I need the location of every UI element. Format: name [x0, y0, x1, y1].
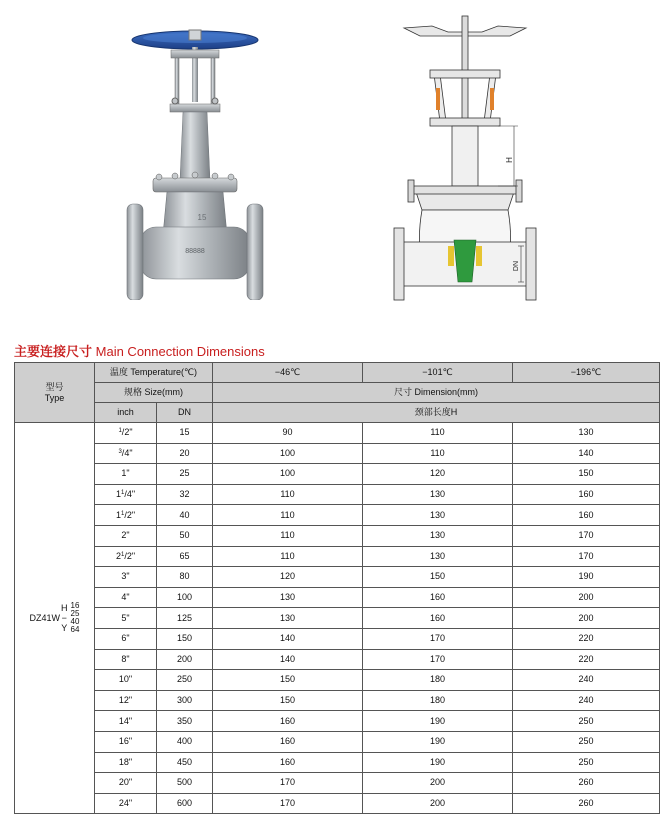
dn-cell: 600	[157, 793, 213, 814]
inch-mark: "	[131, 509, 136, 520]
table-row	[15, 423, 660, 444]
table-row	[15, 752, 660, 773]
dn-cell: 250	[157, 670, 213, 691]
h-cell-minus46: 130	[213, 587, 363, 608]
section-title-en: Main Connection Dimensions	[95, 344, 265, 359]
dn-cell: 125	[157, 608, 213, 629]
h-cell-minus46: 160	[213, 752, 363, 773]
inch-mark: "	[126, 633, 130, 644]
h-cell-minus196: 250	[513, 711, 660, 732]
table-row	[15, 731, 660, 752]
table-row	[15, 587, 660, 608]
inch-mark: "	[131, 550, 136, 561]
h-cell-minus196: 220	[513, 649, 660, 670]
h-cell-minus196: 220	[513, 628, 660, 649]
header-row-size	[15, 383, 660, 403]
table-row	[15, 773, 660, 794]
inch-mark: "	[128, 756, 133, 767]
inch-numerator: 3	[118, 448, 122, 455]
h-cell-minus101: 170	[363, 628, 513, 649]
inch-whole: 8	[121, 653, 127, 664]
inch-cell	[95, 505, 157, 526]
model-pressure: 16	[70, 601, 80, 611]
inch-whole: 14	[118, 715, 129, 726]
table-row	[15, 525, 660, 546]
inch-mark: "	[128, 736, 133, 747]
dn-cell: 500	[157, 773, 213, 794]
inch-cell	[95, 608, 157, 629]
inch-cell	[95, 423, 157, 444]
dimensions-table	[14, 362, 660, 814]
h-cell-minus196: 200	[513, 587, 660, 608]
model-prefix: DZ41W	[29, 612, 61, 623]
h-cell-minus46: 110	[213, 525, 363, 546]
temperature-header: 温度 Temperature(℃)	[95, 363, 213, 383]
h-cell-minus101: 200	[363, 773, 513, 794]
inch-numerator: 1	[118, 428, 122, 435]
h-cell-minus101: 170	[363, 649, 513, 670]
inch-whole: 1	[121, 468, 127, 479]
inch-mark: "	[128, 715, 133, 726]
h-cell-minus46: 130	[213, 608, 363, 629]
model-designation	[30, 602, 80, 634]
dn-cell: 300	[157, 690, 213, 711]
inch-whole: 4	[121, 592, 127, 603]
h-cell-minus101: 130	[363, 525, 513, 546]
type-header	[15, 363, 95, 423]
h-cell-minus196: 130	[513, 423, 660, 444]
h-cell-minus101: 160	[363, 608, 513, 629]
table-row	[15, 628, 660, 649]
bonnet-marking: 15	[197, 213, 207, 222]
h-cell-minus46: 90	[213, 423, 363, 444]
inch-whole: 2	[115, 550, 121, 561]
model-variant: H	[61, 603, 68, 614]
h-cell-minus46: 170	[213, 773, 363, 794]
h-cell-minus196: 260	[513, 773, 660, 794]
dim-dn-label: DN	[513, 260, 520, 272]
inch-cell	[95, 670, 157, 691]
h-cell-minus101: 200	[363, 793, 513, 814]
inch-whole: 1	[115, 489, 121, 500]
inch-whole: 5	[121, 612, 127, 623]
table-row	[15, 690, 660, 711]
h-cell-minus46: 100	[213, 443, 363, 464]
inch-cell	[95, 731, 157, 752]
section-title-cn: 主要连接尺寸	[14, 344, 93, 359]
inch-cell	[95, 587, 157, 608]
h-cell-minus196: 160	[513, 505, 660, 526]
h-cell-minus196: 150	[513, 464, 660, 485]
inch-denominator: 2	[124, 427, 130, 438]
inch-mark: "	[126, 612, 130, 623]
model-pressure: 25	[70, 609, 80, 619]
section-title	[14, 341, 265, 360]
h-cell-minus46: 140	[213, 628, 363, 649]
h-cell-minus196: 240	[513, 670, 660, 691]
h-cell-minus101: 150	[363, 567, 513, 588]
table-row	[15, 484, 660, 505]
table-row	[15, 567, 660, 588]
h-cell-minus196: 160	[513, 484, 660, 505]
h-cell-minus46: 140	[213, 649, 363, 670]
h-cell-minus46: 100	[213, 464, 363, 485]
table-row	[15, 649, 660, 670]
h-cell-minus101: 110	[363, 423, 513, 444]
inch-cell	[95, 773, 157, 794]
h-cell-minus101: 130	[363, 505, 513, 526]
h-cell-minus46: 170	[213, 793, 363, 814]
inch-numerator: 1	[120, 490, 125, 497]
table-row	[15, 670, 660, 691]
h-cell-minus101: 180	[363, 670, 513, 691]
inch-mark: "	[128, 674, 133, 685]
inch-cell	[95, 628, 157, 649]
table-row	[15, 505, 660, 526]
inch-mark: "	[128, 695, 133, 706]
dn-cell: 150	[157, 628, 213, 649]
h-cell-minus101: 160	[363, 587, 513, 608]
h-cell-minus101: 130	[363, 484, 513, 505]
inch-denominator: 4	[126, 489, 132, 500]
body-marking: 88888	[185, 248, 205, 255]
dn-cell: 25	[157, 464, 213, 485]
h-cell-minus46: 110	[213, 484, 363, 505]
temp-header-101: −101℃	[363, 363, 513, 383]
h-cell-minus46: 150	[213, 690, 363, 711]
neck-length-header: 颈部长度H	[213, 403, 660, 423]
table-row	[15, 793, 660, 814]
h-cell-minus101: 120	[363, 464, 513, 485]
header-row-temperature	[15, 363, 660, 383]
h-cell-minus196: 260	[513, 793, 660, 814]
temp-header-46: −46℃	[213, 363, 363, 383]
inch-cell	[95, 649, 157, 670]
dim-h-label: H	[505, 157, 514, 163]
dn-cell: 100	[157, 587, 213, 608]
table-row	[15, 443, 660, 464]
inch-mark: "	[128, 777, 133, 788]
h-cell-minus46: 160	[213, 731, 363, 752]
dn-cell: 65	[157, 546, 213, 567]
inch-mark: "	[126, 592, 130, 603]
inch-cell	[95, 484, 157, 505]
dn-cell: 32	[157, 484, 213, 505]
inch-cell	[95, 711, 157, 732]
model-pressure: 64	[70, 625, 80, 635]
inch-denominator: 2	[126, 550, 132, 561]
inch-denominator: 2	[126, 509, 132, 520]
table-row	[15, 711, 660, 732]
h-cell-minus196: 170	[513, 525, 660, 546]
inch-mark: "	[129, 447, 133, 458]
inch-slash: /	[124, 509, 127, 520]
inch-cell	[95, 690, 157, 711]
table-row	[15, 608, 660, 629]
table-row	[15, 546, 660, 567]
model-variant-stack	[61, 603, 68, 633]
inch-whole: 6	[121, 633, 127, 644]
model-pressure: 40	[70, 617, 80, 627]
inch-whole: 16	[118, 736, 129, 747]
h-cell-minus46: 160	[213, 711, 363, 732]
inch-whole: 12	[118, 695, 129, 706]
model-cell	[15, 423, 95, 814]
dn-cell: 20	[157, 443, 213, 464]
inch-whole: 3	[121, 571, 127, 582]
inch-whole: 10	[118, 674, 129, 685]
inch-mark: "	[126, 468, 130, 479]
type-label-en: Type	[44, 392, 65, 403]
inch-numerator: 1	[120, 551, 125, 558]
h-cell-minus101: 130	[363, 546, 513, 567]
header-row-units	[15, 403, 660, 423]
h-cell-minus101: 190	[363, 731, 513, 752]
inch-cell	[95, 752, 157, 773]
inch-slash: /	[124, 550, 127, 561]
h-cell-minus46: 150	[213, 670, 363, 691]
dn-column-header: DN	[157, 403, 213, 423]
inch-mark: "	[129, 427, 133, 438]
inch-whole: 24	[118, 797, 129, 808]
h-cell-minus196: 190	[513, 567, 660, 588]
dn-cell: 350	[157, 711, 213, 732]
size-header: 规格 Size(mm)	[95, 383, 213, 403]
model-pressure-stack	[71, 602, 80, 634]
inch-mark: "	[126, 571, 130, 582]
inch-whole: 2	[121, 530, 127, 541]
dn-cell: 50	[157, 525, 213, 546]
inch-denominator: 4	[124, 447, 130, 458]
h-cell-minus196: 140	[513, 443, 660, 464]
dn-cell: 40	[157, 505, 213, 526]
h-cell-minus196: 240	[513, 690, 660, 711]
h-cell-minus101: 180	[363, 690, 513, 711]
h-cell-minus196: 250	[513, 731, 660, 752]
valve-section-drawing	[390, 14, 540, 306]
dn-cell: 15	[157, 423, 213, 444]
inch-mark: "	[126, 530, 130, 541]
inch-whole: 18	[118, 756, 129, 767]
h-cell-minus46: 110	[213, 505, 363, 526]
dn-cell: 200	[157, 649, 213, 670]
inch-cell	[95, 793, 157, 814]
model-dash: −	[61, 613, 67, 624]
inch-whole: 1	[115, 509, 121, 520]
type-label-cn: 型号	[45, 381, 64, 392]
inch-cell	[95, 443, 157, 464]
h-cell-minus101: 190	[363, 711, 513, 732]
dn-cell: 450	[157, 752, 213, 773]
valve-photo	[115, 20, 275, 300]
table-row	[15, 464, 660, 485]
temp-header-196: −196℃	[513, 363, 660, 383]
h-cell-minus196: 200	[513, 608, 660, 629]
inch-slash: /	[121, 447, 125, 458]
h-cell-minus101: 110	[363, 443, 513, 464]
dn-cell: 80	[157, 567, 213, 588]
inch-whole: 20	[118, 777, 129, 788]
h-cell-minus46: 110	[213, 546, 363, 567]
h-cell-minus46: 120	[213, 567, 363, 588]
inch-slash: /	[124, 489, 127, 500]
inch-column-header: inch	[95, 403, 157, 423]
h-cell-minus196: 250	[513, 752, 660, 773]
dn-cell: 400	[157, 731, 213, 752]
inch-cell	[95, 546, 157, 567]
dimensions-table-body	[15, 363, 660, 814]
inch-cell	[95, 567, 157, 588]
model-variant: Y	[61, 623, 68, 634]
inch-mark: "	[131, 489, 136, 500]
inch-numerator: 1	[120, 510, 125, 517]
inch-cell	[95, 464, 157, 485]
h-cell-minus101: 190	[363, 752, 513, 773]
dimension-header: 尺寸 Dimension(mm)	[213, 383, 660, 403]
inch-cell	[95, 525, 157, 546]
inch-mark: "	[128, 797, 133, 808]
inch-mark: "	[126, 653, 130, 664]
inch-slash: /	[121, 427, 125, 438]
h-cell-minus196: 170	[513, 546, 660, 567]
